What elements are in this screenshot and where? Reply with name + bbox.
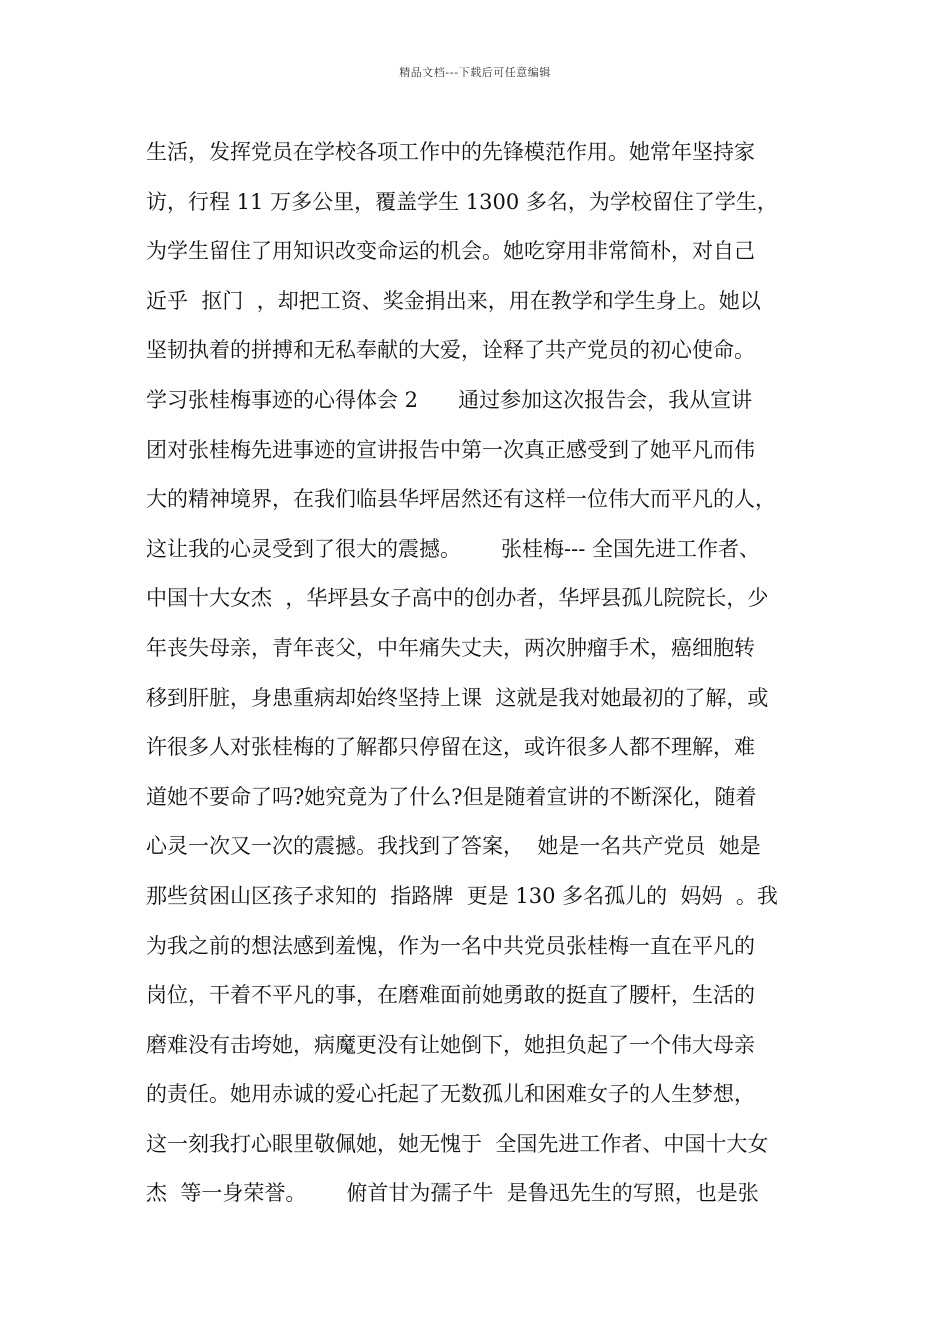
- page-header: 精品文档---下载后可任意编辑: [399, 66, 551, 79]
- text-line: 近乎 抠门 ，却把工资、奖金捐出来，用在教学和学生身上。她以: [146, 288, 761, 313]
- text-line: 中国十大女杰 ，华坪县女子高中的创办者，华坪县孤儿院院长，少: [146, 586, 769, 611]
- text-line: 访，行程 11 万多公里，覆盖学生 1300 多名，为学校留住了学生，: [146, 189, 778, 214]
- text-line: 大的精神境界，在我们临县华坪居然还有这样一位伟大而平凡的人，: [146, 487, 776, 512]
- text-line: 许很多人对张桂梅的了解都只停留在这，或许很多人都不理解，难: [146, 735, 755, 760]
- text-line: 的责任。她用赤诚的爱心托起了无数孤儿和困难女子的人生梦想，: [146, 1082, 755, 1107]
- text-line: 为学生留住了用知识改变命运的机会。她吃穿用非常简朴，对自己: [146, 239, 755, 264]
- text-line: 岗位，干着不平凡的事，在磨难面前她勇敢的挺直了腰杆，生活的: [146, 983, 755, 1008]
- body-text: [146, 132, 826, 1223]
- text-line: 这让我的心灵受到了很大的震撼。 张桂梅--- 全国先进工作者、: [146, 536, 761, 561]
- text-line: 这一刻我打心眼里敬佩她，她无愧于 全国先进工作者、中国十大女: [146, 1131, 769, 1156]
- text-line: 团对张桂梅先进事迹的宣讲报告中第一次真正感受到了她平凡而伟: [146, 437, 755, 462]
- text-line: 移到肝脏，身患重病却始终坚持上课 这就是我对她最初的了解，或: [146, 685, 769, 710]
- text-line: 坚韧执着的拼搏和无私奉献的大爱，诠释了共产党员的初心使命。: [146, 338, 755, 363]
- text-line: 学习张桂梅事迹的心得体会 2 通过参加这次报告会，我从宣讲: [146, 387, 753, 412]
- text-line: 生活，发挥党员在学校各项工作中的先锋模范作用。她常年坚持家: [146, 140, 755, 164]
- text-line: 磨难没有击垮她，病魔更没有让她倒下，她担负起了一个伟大母亲: [146, 1032, 755, 1057]
- text-line: 那些贫困山区孩子求知的 指路牌 更是 130 多名孤儿的 妈妈 。我: [146, 883, 778, 908]
- text-line: 心灵一次又一次的震撼。我找到了答案， 她是一名共产党员 她是: [146, 834, 761, 859]
- text-line: 年丧失母亲，青年丧父，中年痛失丈夫，两次肿瘤手术，癌细胞转: [146, 635, 755, 660]
- text-line: 为我之前的想法感到羞愧，作为一名中共党员张桂梅一直在平凡的: [146, 933, 755, 958]
- text-line: 杰 等一身荣誉。 俯首甘为孺子牛 是鲁迅先生的写照，也是张: [146, 1181, 759, 1206]
- text-line: 道她不要命了吗?她究竟为了什么?但是随着宣讲的不断深化，随着: [146, 784, 757, 809]
